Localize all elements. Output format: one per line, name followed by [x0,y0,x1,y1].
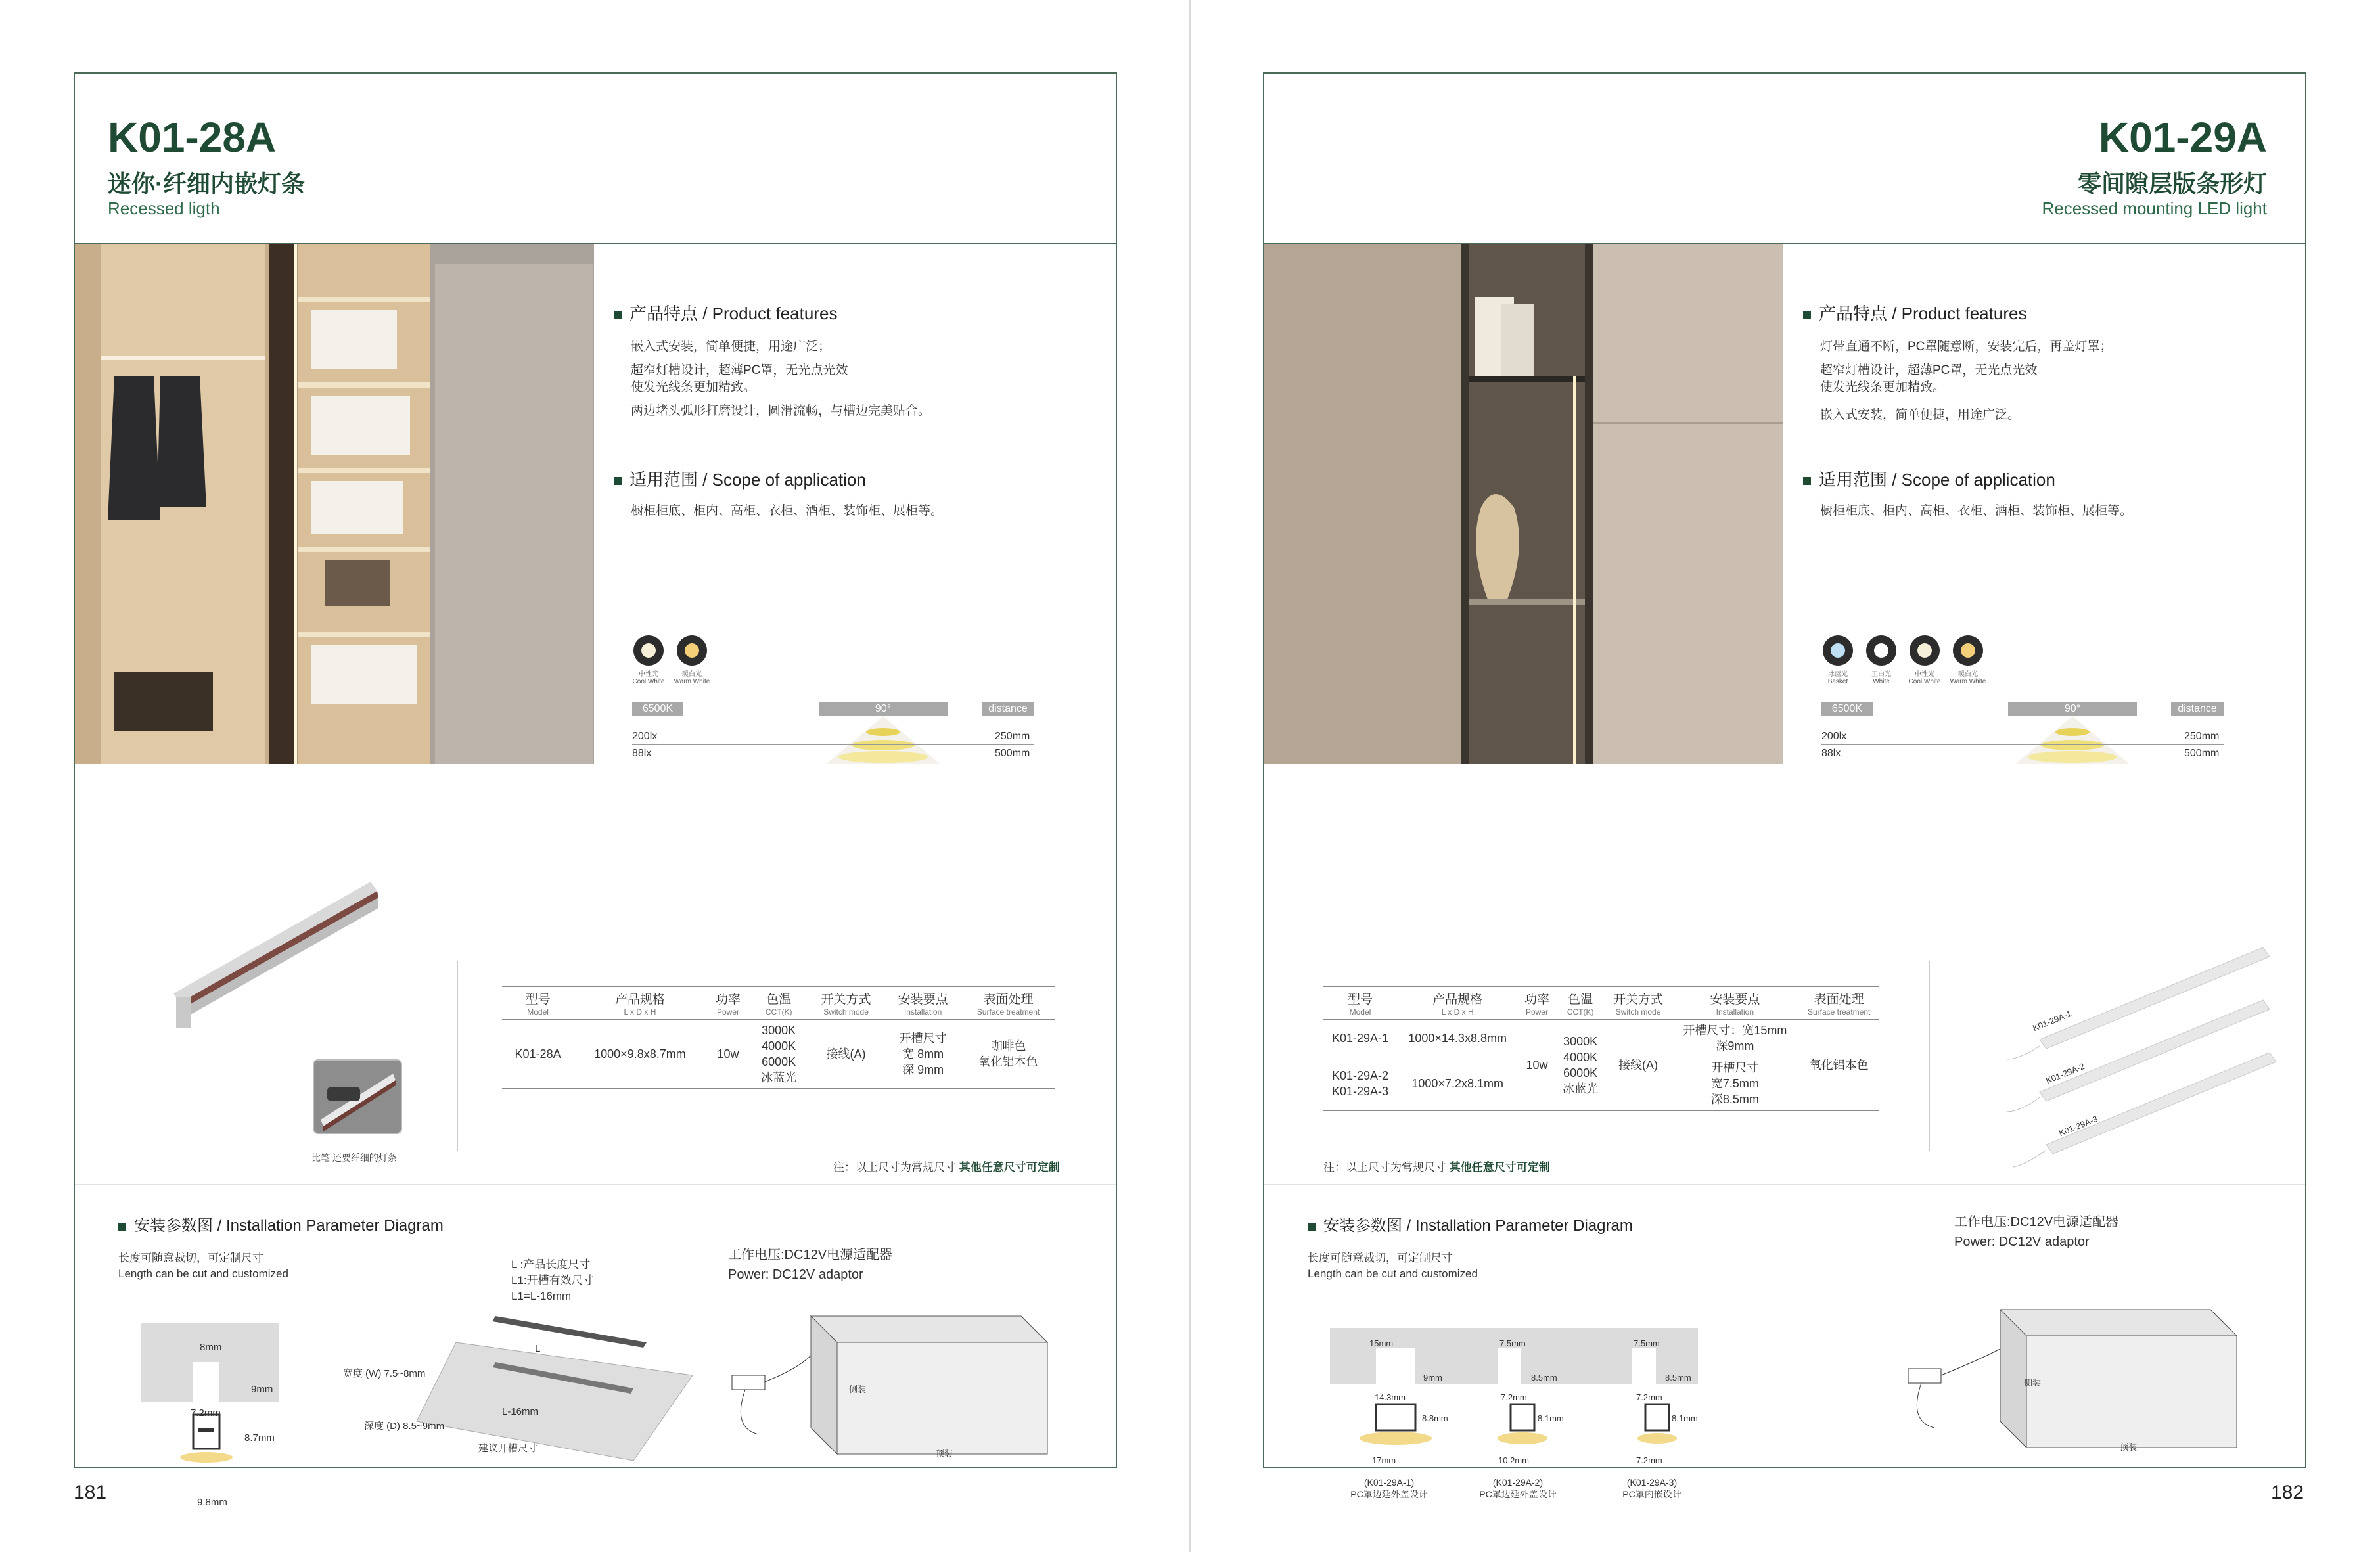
header [1264,74,2305,244]
section-caption: (K01-29A-1) PC罩边延外盖设计 [1350,1477,1428,1499]
lux-value: 88lx [1821,748,1841,759]
features-heading [614,300,837,325]
dim-label: 建议开槽尺寸 [478,1443,538,1454]
cell: 开槽尺寸 宽7.5mm 深8.5mm [1671,1057,1798,1111]
divider [632,744,1034,745]
color-label: 暖白光 Warm White [674,671,710,685]
table-row [502,1020,1055,1089]
side-mount-label: 侧装 [2024,1378,2042,1388]
col-switch: 开关方式 Switch mode [808,986,884,1020]
features-panel [1803,244,2302,764]
cn-title: 迷你·纤细内嵌灯条 [108,170,305,197]
detail-inset [313,1059,402,1134]
cn-title: 零间隙层版条形灯 [2077,170,2267,197]
product-photo [1264,244,1783,764]
scope-heading [614,467,866,491]
light-color-dot [1823,635,1853,666]
light-color-dot [677,635,707,666]
cct-header: 6500K [1821,702,1873,716]
profile-render [2000,947,2289,1184]
features-heading-text: 产品特点 / Product features [629,304,838,323]
color-label: 中性光 Cool White [1908,671,1941,685]
dim-label: 宽度 (W) 7.5~8mm [343,1368,426,1379]
dim-label: 8.1mm [1672,1413,1698,1423]
distance-value: 250mm [2184,731,2220,742]
col-cct: 色温 CCT(K) [750,986,808,1020]
feature-line: 超窄灯槽设计，超薄PC罩，无光点光效 [631,363,848,377]
divider [1821,744,2224,745]
color-label: 暖白光 Warm White [1950,671,1986,685]
install-heading: 安装参数图 / Installation Parameter Diagram [118,1212,444,1235]
col-size: 产品规格 L x D x H [574,986,706,1020]
lux-value: 88lx [632,748,652,759]
lux-value: 200lx [632,731,658,742]
dim-label: 15mm [1369,1338,1394,1348]
model-title: K01-29A [2098,114,2267,161]
en-title: Recessed mounting LED light [2042,198,2267,218]
cell: 1000×14.3x8.8mm [1397,1020,1518,1057]
inset-caption: 比笔 还要纤细的灯条 [311,1153,397,1163]
light-color-dot [1953,635,1983,666]
angle-header: 90° [2008,702,2137,716]
dim-label: 8.8mm [1422,1413,1448,1423]
color-label: 中性光 Cool White [632,671,665,685]
distance-value: 500mm [2184,748,2220,759]
light-color-dot [1910,635,1940,666]
color-label: 正白光 White [1871,671,1891,685]
col-install: 安装要点 Installation [1671,986,1798,1020]
feature-line: 嵌入式安装，简单便捷，用途广泛。 [1820,408,2021,422]
light-color-dot [633,635,664,666]
profile-render [173,882,397,1039]
groove-diagram [417,1316,719,1474]
header [75,74,1116,244]
lux-value: 200lx [1821,731,1847,742]
distance-header: distance [982,702,1034,716]
cell: 接线(A) [1605,1020,1671,1111]
section-caption: (K01-29A-2) PC罩边延外盖设计 [1479,1477,1557,1499]
dim-label: 9mm [1423,1373,1442,1382]
col-switch: 开关方式 Switch mode [1605,986,1671,1020]
product-photo [75,244,594,764]
cell: K01-28A [502,1020,574,1089]
col-model: 型号 Model [1323,986,1397,1020]
cell: 接线(A) [808,1020,884,1089]
cut-note: 长度可随意裁切，可定制尺寸 Length can be cut and customized [118,1252,288,1280]
dim-label: 7.2mm [1501,1392,1527,1402]
profile-label: K01-29A-1 [2031,1008,2073,1034]
power-note: 工作电压:DC12V电源适配器 Power: DC12V adaptor [728,1248,893,1282]
cell: 10w [1518,1020,1555,1111]
table-row [1323,1020,1879,1057]
scope-heading-text: 适用范围 / Scope of application [629,470,866,490]
page-number: 182 [2271,1482,2304,1503]
scope-text: 橱柜柜底、柜内、高柜、衣柜、酒柜、装饰柜、展柜等。 [631,504,944,518]
distance-header: distance [2171,702,2224,716]
scope-heading: 适用范围 / Scope of application [1803,467,2055,491]
size-note: 注：以上尺寸为常规尺寸 其他任意尺寸可定制 [1323,1161,1550,1174]
dim-label: 7.5mm [1499,1338,1526,1348]
feature-line: 使发光线条更加精致。 [631,380,756,394]
dim-label: 9mm [251,1384,273,1395]
dim-label: 8.5mm [1665,1373,1691,1382]
scope-text: 橱柜柜底、柜内、高柜、衣柜、酒柜、装饰柜、展柜等。 [1820,504,2133,518]
feature-line: 使发光线条更加精致。 [1820,380,1946,394]
size-note: 注：以上尺寸为常规尺寸 其他任意尺寸可定制 [833,1161,1060,1174]
spec-section [75,764,1116,1184]
dim-label: 7.2mm [191,1407,221,1419]
legend: L :产品长度尺寸 L1:开槽有效尺寸 L1=L-16mm [511,1258,594,1302]
cell: 3000K 4000K 6000K 冰蓝光 [750,1020,808,1089]
col-surface: 表面处理 Surface treatment [1798,986,1879,1020]
vertical-divider [457,961,458,1151]
top-mount-label: 顶装 [2120,1442,2138,1452]
col-cct: 色温 CCT(K) [1556,986,1605,1020]
dim-label: 9.8mm [197,1497,227,1508]
feature-line: 超窄灯槽设计，超薄PC罩，无光点光效 [1820,363,2038,377]
book-spine [1189,0,1191,1552]
distance-value: 500mm [995,748,1030,759]
cell: K01-29A-2 K01-29A-3 [1323,1057,1397,1111]
dim-label: 14.3mm [1375,1392,1406,1402]
col-power: 功率 Power [706,986,750,1020]
top-mount-label: 顶装 [936,1449,953,1459]
dim-label: L [535,1343,541,1354]
cell: K01-29A-1 [1323,1020,1397,1057]
section-caption: (K01-29A-3) PC罩内嵌设计 [1622,1477,1682,1499]
col-install: 安装要点 Installation [884,986,961,1020]
profile-label: K01-29A-3 [2057,1113,2099,1139]
col-size: 产品规格 L x D x H [1397,986,1518,1020]
cell: 开槽尺寸 宽 8mm 深 9mm [884,1020,961,1089]
dim-label: 7.2mm [1636,1392,1662,1402]
cell: 开槽尺寸：宽15mm 深9mm [1671,1020,1798,1057]
cabinet-diagram [1869,1296,2276,1461]
distance-value: 250mm [995,731,1030,742]
col-surface: 表面处理 Surface treatment [961,986,1055,1020]
table-header-row [502,986,1055,1020]
cabinet-diagram [706,1303,1074,1461]
color-label: 冰蓝光 Basket [1827,671,1848,685]
side-mount-label: 侧装 [849,1384,867,1394]
power-note: 工作电压:DC12V电源适配器 Power: DC12V adaptor [1954,1215,2119,1249]
col-model: 型号 Model [502,986,574,1020]
model-title: K01-28A [108,114,277,161]
dim-label: 7.5mm [1634,1338,1660,1348]
table-header-row [1323,986,1879,1020]
cell: 1000×7.2x8.1mm [1397,1057,1518,1111]
install-heading: 安装参数图 / Installation Parameter Diagram [1308,1212,1633,1235]
dim-label: 深度 (D) 8.5~9mm [364,1421,445,1432]
profile-label: K01-29A-2 [2044,1061,2086,1086]
page-number: 181 [74,1482,107,1503]
dim-label: 17mm [1372,1455,1396,1465]
angle-header: 90° [819,702,948,716]
dim-label: 8.5mm [1531,1373,1557,1382]
dim-label: 8.1mm [1538,1413,1564,1423]
light-color-dot [1866,635,1896,666]
feature-line: 两边堵头弧形打磨设计，圆滑流畅，与槽边完美贴合。 [631,404,931,418]
features-heading: 产品特点 / Product features [1803,300,2026,325]
cell: 10w [706,1020,750,1089]
cell: 咖啡色 氧化铝本色 [961,1020,1055,1089]
feature-line: 灯带直通不断，PC罩随意断，安装完后，再盖灯罩； [1820,340,2113,354]
dim-label: 10.2mm [1498,1455,1529,1465]
vertical-divider [1929,961,1930,1151]
dim-label: 8.7mm [244,1432,275,1444]
dim-label: 8mm [200,1342,222,1353]
cell: 3000K 4000K 6000K 冰蓝光 [1556,1020,1605,1111]
en-title: Recessed ligth [108,198,220,218]
cct-header: 6500K [632,702,683,716]
dim-label: 7.2mm [1636,1455,1662,1465]
cut-note: 长度可随意裁切，可定制尺寸 Length can be cut and customized [1308,1252,1478,1280]
spec-section [1264,764,2305,1184]
spec-table [1323,986,1879,1111]
cell: 氧化铝本色 [1798,1020,1879,1111]
feature-line: 嵌入式安装，简单便捷，用途广泛； [631,340,831,354]
features-panel [614,244,1113,764]
dim-label: L-16mm [502,1406,539,1417]
spec-table [502,986,1055,1089]
col-power: 功率 Power [1518,986,1555,1020]
cell: 1000×9.8x8.7mm [574,1020,706,1089]
